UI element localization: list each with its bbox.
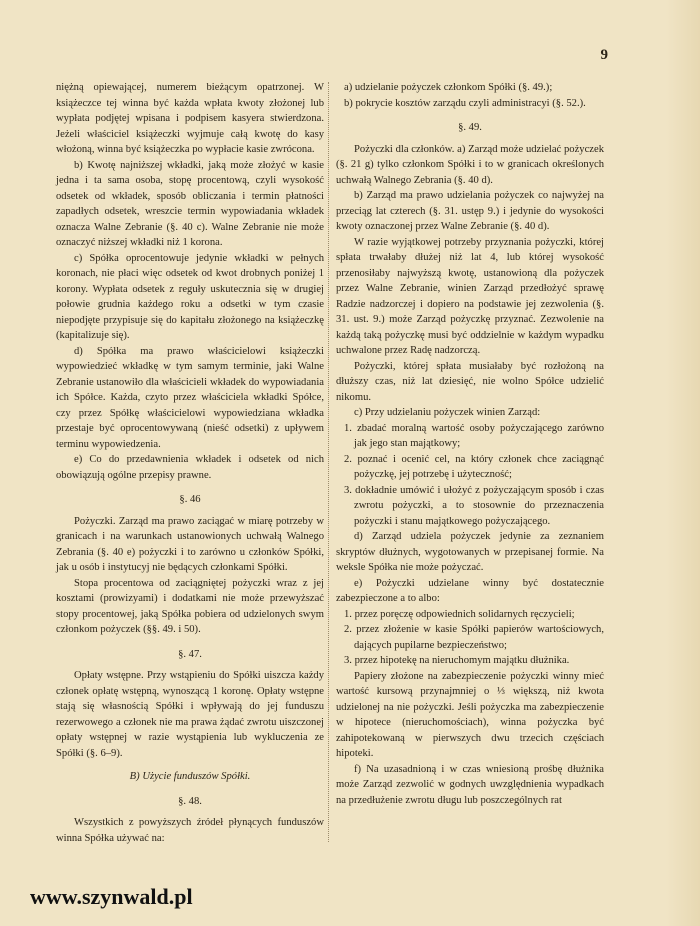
paragraph: Pożyczki, której spłata musiałaby być rozłożoną na dłuższy czas, niż lat dziesięć, nie wolno Spółce udzielić nikomu. <box>336 360 604 403</box>
paragraph: c) Spółka oprocentowuje jedynie wkładki w pełnych koronach, nie płaci więc odsetek od kwot drobnych poniżej 1 korony. Wypłata odsetek z reguły uskutecznia się w drugiej połowie grudnia każdego roku a odsetki w tym czasie niepodjęte przypisuje się do kapitału złożonego na książeczkę (kapitalizuje się). <box>56 252 324 341</box>
list-item: 2. poznać i ocenić cel, na który członek chce zaciągnąć pożyczkę, jej potrzebę i użyteczność; <box>344 453 604 480</box>
paragraph: Pożyczki. Zarząd ma prawo zaciągać w miarę potrzeby w granicach i na warunkach ustanowionych uchwałą Walnego Zebrania (§. 40 e) pożyczki i to zarówno u członków Spółki, jak u osób i instytucyj nie będących członkami Spółki. <box>56 515 324 573</box>
list-item: 1. przez poręczę odpowiednich solidarnych ręczycieli; <box>344 608 575 620</box>
paragraph: W razie wyjątkowej potrzeby przyznania pożyczki, której spłata trwałaby dłużej niż lat 4, lub której wysokość przenosiłaby najwyższą kwotę, ustanowioną dla pożyczek przez Walne Zebranie, winien Zarząd przedłożyć sprawę Radzie nadzorczej i dopiero na podstawie jej zezwolenia (§. 31. ust. 9.) może Zarząd pożyczkę przyznać. Zezwolenie na każdą taką pożyczkę musi być oddzielnie w każdym wypadku uchwalone przez Radę nadzorczą. <box>336 236 604 356</box>
paragraph: Stopa procentowa od zaciągniętej pożyczki wraz z jej kosztami (prowizyami) i dodatkami nie może przewyższać stopy procentowej, jaką Spółka pobiera od udzielonych swym członkom pożyczek (§§. 49. i 50). <box>56 577 324 635</box>
paragraph: b) Zarząd ma prawo udzielania pożyczek co najwyżej na przeciąg lat czterech (§. 31. ustęp 9.) i jedynie do wysokości kwoty oznaczonej przez Walne Zebranie (§. 40 d). <box>336 190 604 232</box>
paragraph: d) Zarząd udziela pożyczek jedynie za zeznaniem skryptów dłużnych, wygotowanych w przepisanej formie. Na weksle Spółka nie może pożyczać. <box>336 531 604 573</box>
paragraph: e) Pożyczki udzielane winny być dostatecznie zabezpieczone a to albo: <box>336 577 604 604</box>
paragraph: niężną opiewającej, numerem bieżącym opatrzonej. W książeczce tej winna być każda wpłata kwoty złożonej lub wypłata podjętej wpisana i podpisem kasyera stwierdzona. Jeżeli właściciel książeczki wyjmuje całą kwotę do kasy włożoną, winna być książeczka po wypłacie kasie zwrócona. <box>56 82 324 155</box>
section-heading: §. 48. <box>178 795 202 807</box>
paragraph: Opłaty wstępne. Przy wstąpieniu do Spółki uiszcza każdy członek opłatę wstępną, wynoszącą 1 koronę. Opłaty wstępne stają się własnością Spółki i wpływają do jej funduszu rezerwowego a członek nie ma prawa żądać zwrotu uiszczonej opłaty wstępnej w razie wystąpienia lub wykluczenia ze Spółki (§. 6–9). <box>56 670 324 759</box>
list-item: 3. dokładnie umówić i ułożyć z pożyczającym sposób i czas zwrotu pożyczki, a to stosownie do przeznaczenia pożyczki i stanu majątkowego pożyczającego. <box>344 484 604 527</box>
paragraph: c) Przy udzielaniu pożyczek winien Zarząd: <box>354 407 541 418</box>
list-item: a) udzielanie pożyczek członkom Spółki (§. 49.); <box>344 82 553 93</box>
left-column <box>56 80 324 846</box>
paragraph: f) Na uzasadnioną i w czas wniesioną prośbę dłużnika może Zarząd zezwolić w godnych uwzględnienia wypadkach na przedłużenie zwrotu długu lub poszczególnych rat <box>336 763 604 806</box>
section-heading: §. 47. <box>178 648 202 660</box>
paragraph: e) Co do przedawnienia wkładek i odsetek od nich obowiązują ogólne przepisy prawne. <box>56 454 324 481</box>
list-item: 2. przez złożenie w kasie Spółki papierów wartościowych, dających pupilarne bezpieczeństwo; <box>344 624 604 651</box>
list-item: b) pokrycie kosztów zarządu czyli administracyi (§. 52.). <box>344 97 586 109</box>
paragraph: b) Kwotę najniższej wkładki, jaką może złożyć w kasie jedna i ta sama osoba, stopę procentową, czyli wysokość odsetek od wkładek, sposób obliczania i termin płatności zapadłych odsetek, wreszcie termin wypowiadania wkładek oznacza Walne Zebranie (§. 40 c). Walne Zebranie nie może oznaczyć niższej wkładki niż 1 korona. <box>56 159 324 248</box>
list-item: 3. przez hipotekę na nieruchomym majątku dłużnika. <box>344 655 570 666</box>
page-number: 9 <box>600 47 608 63</box>
page-edge-shadow <box>666 0 700 926</box>
paragraph: Papiery złożone na zabezpieczenie pożyczki winny mieć wartość kursową przynajmniej o ⅓ większą, niż kwota udzielonej na nie pożyczki. Jeśli pożyczka ma zabezpieczenie w hipotece (nieruchomościach), winna pożyczka być zahipotekowaną w pierwszych dwu trzecich częściach hipoteki. <box>336 670 604 759</box>
list-item: 1. zbadać moralną wartość osoby pożyczającego zarówno jak jego stan majątkowy; <box>344 422 604 449</box>
paragraph: d) Spółka ma prawo właścicielowi książeczki wypowiedzieć wkładkę w tym samym terminie, jaki Walne Zebranie ustanowiło dla właścicieli wkładek do wypowiadania ich Spółce. Każda, czyto przez właściciela wkładki Spółce, czy przez Spółkę właścicielowi wypowiedziana wkładka przestaje być oprocentowywaną (nieść odsetki) z upływem terminu wypowiedzenia. <box>56 345 324 450</box>
right-column <box>336 80 604 808</box>
paragraph: Wszystkich z powyższych źródeł płynących funduszów winna Spółka używać na: <box>56 817 324 844</box>
site-watermark: www.szynwald.pl <box>30 883 193 909</box>
section-heading: §. 49. <box>458 122 482 133</box>
paragraph: Pożyczki dla członków. a) Zarząd może udzielać pożyczek (§. 21 g) tylko członkom Spółki i to w granicach określonych uchwałą Walnego Zebrania (§. 40 d). <box>336 143 604 186</box>
column-divider <box>328 82 329 842</box>
subsection-title: B) Użycie funduszów Spółki. <box>129 771 251 782</box>
section-heading: §. 46 <box>179 494 201 505</box>
